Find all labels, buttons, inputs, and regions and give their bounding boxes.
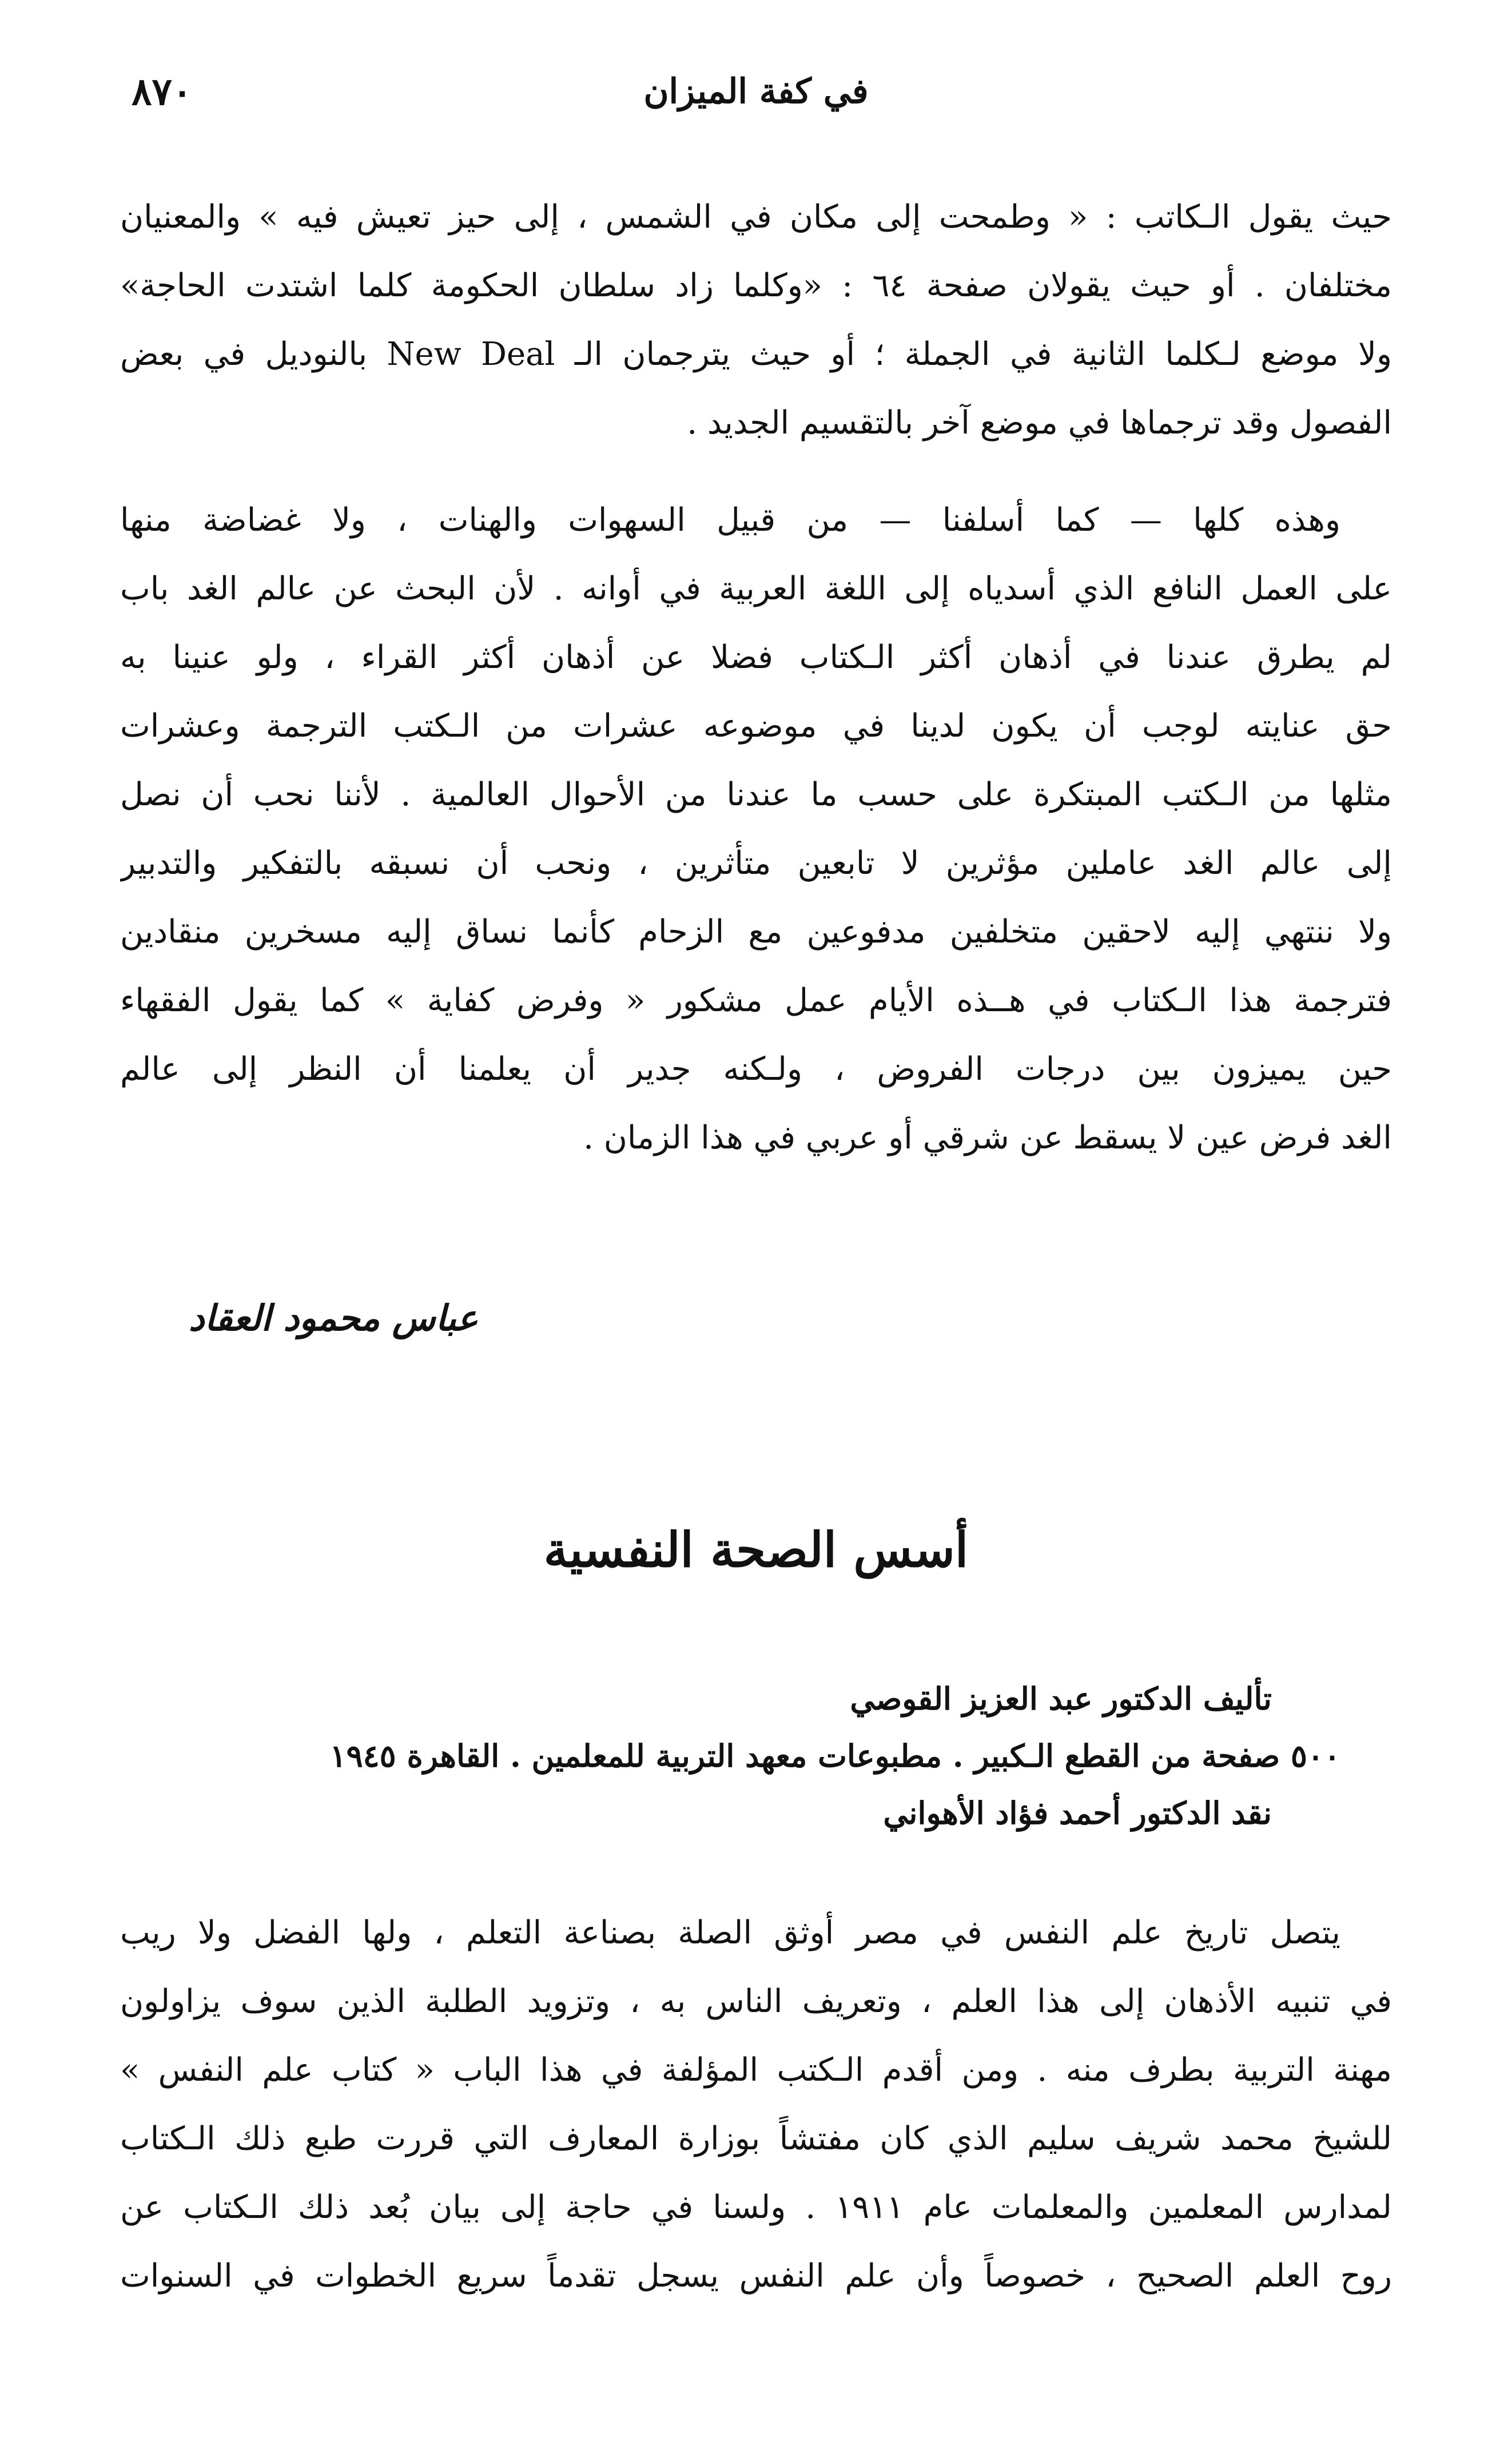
review-line: مهنة التربية بطرف منه . ومن أقدم الـكتب المؤلفة في هذا الباب « كتاب علم النفس » — [120, 2052, 1392, 2089]
article-line: حق عنايته لوجب أن يكون لدينا في موضوعه عشرات من الـكتب الترجمة وعشرات — [120, 707, 1392, 745]
page-number: ٨٧٠ — [132, 69, 193, 114]
article-line: إلى عالم الغد عاملين مؤثرين لا تابعين متأثرين ، ونحب أن نسبقه بالتفكير والتدبير — [120, 845, 1392, 882]
article-line: ولا موضع لـكلما الثانية في الجملة ؛ أو حيث يترجمان الـ New Deal بالنوديل في بعض — [120, 336, 1392, 373]
review-line: روح العلم الصحيح ، خصوصاً وأن علم النفس يسجل تقدماً سريع الخطوات في السنوات — [120, 2257, 1392, 2295]
article-line: لم يطرق عندنا في أذهان أكثر الـكتاب فضلا عن أذهان أكثر القراء ، ولو عنينا به — [120, 639, 1392, 676]
article-line: مثلها من الـكتب المبتكرة على حسب ما عندنا من الأحوال العالمية . لأننا نحب أن نصل — [120, 776, 1392, 813]
article-line: فترجمة هذا الـكتاب في هــذه الأيام عمل مشكور « وفرض كفاية » كما يقول الفقهاء — [120, 982, 1392, 1019]
article-line: مختلفان . أو حيث يقولان صفحة ٦٤ : «وكلما زاد سلطان الحكومة كلما اشتدت الحاجة» — [120, 267, 1392, 304]
article-line: على العمل النافع الذي أسدياه إلى اللغة العربية في أوانه . لأن البحث عن عالم الغد باب — [120, 570, 1392, 607]
review-line: في تنبيه الأذهان إلى هذا العلم ، وتعريف الناس به ، وتزويد الطلبة الذين سوف يزاولون — [120, 1983, 1392, 2020]
article-line: حين يميزون بين درجات الفروض ، ولـكنه جدير أن يعلمنا أن النظر إلى عالم — [120, 1051, 1392, 1088]
article-line: الغد فرض عين لا يسقط عن شرقي أو عربي في هذا الزمان . — [583, 1119, 1392, 1156]
article-line: حيث يقول الـكاتب : « وطمحت إلى مكان في الشمس ، إلى حيز تعيش فيه » والمعنيان — [120, 198, 1392, 236]
running-title: في كفة الميزان — [643, 71, 869, 112]
book-author-line: تأليف الدكتور عبد العزيز القوصي — [850, 1680, 1272, 1717]
review-line: لمدارس المعلمين والمعلمات عام ١٩١١ . ولسنا في حاجة إلى بيان بُعد ذلك الـكتاب عن — [120, 2189, 1392, 2226]
reviewer-line: نقد الدكتور أحمد فؤاد الأهواني — [883, 1795, 1272, 1831]
review-line: للشيخ محمد شريف سليم الذي كان مفتشاً بوزارة المعارف التي قررت طبع ذلك الـكتاب — [120, 2120, 1392, 2157]
article-line: وهذه كلها — كما أسلفنا — من قبيل السهوات والهنات ، ولا غضاضة منها — [120, 502, 1340, 539]
review-line: يتصل تاريخ علم النفس في مصر أوثق الصلة بصناعة التعلم ، ولها الفضل ولا ريب — [120, 1914, 1340, 1951]
article-line: الفصول وقد ترجماها في موضع آخر بالتقسيم الجديد . — [687, 404, 1392, 442]
review-title: أسس الصحة النفسية — [543, 1521, 969, 1578]
article-line: ولا ننتهي إليه لاحقين متخلفين مدفوعين مع الزحام كأنما نساق إليه مسخرين منقادين — [120, 913, 1392, 951]
author-signature: عباس محمود العقاد — [189, 1297, 479, 1339]
page-header — [132, 57, 1380, 126]
book-publication-line: ٥٠٠ صفحة من القطع الـكبير . مطبوعات معهد التربية للمعلمين . القاهرة ١٩٤٥ — [329, 1738, 1340, 1774]
